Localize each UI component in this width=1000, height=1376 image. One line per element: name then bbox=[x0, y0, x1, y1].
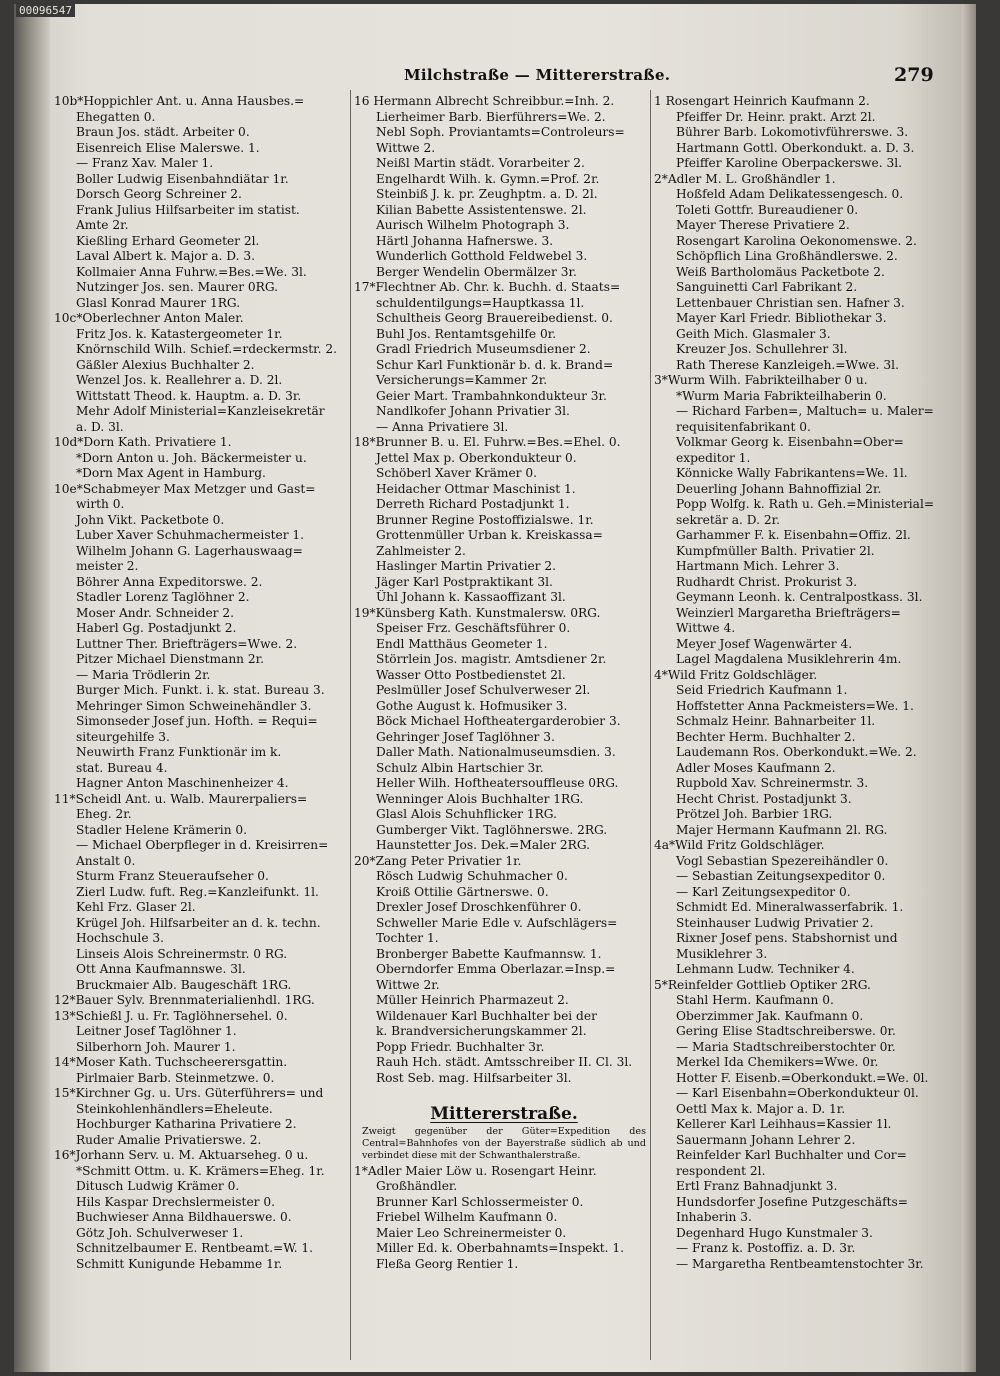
directory-line: Berger Wendelin Obermälzer 3r. bbox=[376, 264, 577, 279]
directory-line: Jettel Max p. Oberkondukteur 0. bbox=[376, 450, 577, 465]
directory-line: Wittwe 4. bbox=[676, 621, 736, 635]
directory-line: 1*Adler Maier Löw u. Rosengart Heinr. bbox=[354, 1163, 597, 1178]
directory-line: Kießling Erhard Geometer 2l. bbox=[76, 233, 260, 248]
directory-line: stat. Bureau 4. bbox=[76, 760, 168, 775]
directory-line: Gumberger Vikt. Taglöhnerswe. 2RG. bbox=[376, 822, 608, 837]
directory-line: Brunner Regine Postoffizialswe. 1r. bbox=[376, 512, 594, 527]
directory-line: — Karl Eisenbahn=Oberkondukteur 0l. bbox=[676, 1086, 919, 1100]
directory-line: Garhammer F. k. Eisenbahn=Offiz. 2l. bbox=[676, 528, 911, 542]
directory-line: Frank Julius Hilfsarbeiter im statist. bbox=[76, 202, 300, 217]
directory-line: Härtl Johanna Hafnerswe. 3. bbox=[376, 233, 554, 248]
directory-line: Laudemann Ros. Oberkondukt.=We. 2. bbox=[676, 745, 917, 759]
directory-line: Friebel Wilhelm Kaufmann 0. bbox=[376, 1210, 558, 1224]
directory-line: Daller Math. Nationalmuseumsdien. 3. bbox=[376, 745, 616, 759]
directory-line: Versicherungs=Kammer 2r. bbox=[376, 373, 548, 387]
directory-line: wirth 0. bbox=[76, 497, 125, 511]
directory-line: Schnitzelbaumer E. Rentbeamt.=W. 1. bbox=[76, 1241, 313, 1255]
directory-line: Haslinger Martin Privatier 2. bbox=[376, 559, 557, 573]
directory-line: Hochburger Katharina Privatiere 2. bbox=[76, 1117, 297, 1131]
directory-line: Weinzierl Margaretha Briefträgers= bbox=[676, 605, 901, 620]
directory-line: Böck Michael Hoftheatergarderobier 3. bbox=[376, 714, 621, 728]
directory-line: Silberhorn Joh. Maurer 1. bbox=[76, 1039, 236, 1054]
directory-line: — Maria Trödlerin 2r. bbox=[76, 667, 211, 682]
directory-line: Deuerling Johann Bahnoffizial 2r. bbox=[676, 481, 882, 496]
directory-line: Engelhardt Wilh. k. Gymn.=Prof. 2r. bbox=[376, 171, 600, 186]
directory-line: Schultheis Georg Brauereibedienst. 0. bbox=[376, 311, 613, 325]
directory-line: Ruder Amalie Privatierswe. 2. bbox=[76, 1132, 262, 1147]
directory-line: Wildenauer Karl Buchhalter bei der bbox=[376, 1008, 597, 1023]
directory-line: Zierl Ludw. fuft. Reg.=Kanzleifunkt. 1l. bbox=[76, 884, 319, 899]
directory-line: Rost Seb. mag. Hilfsarbeiter 3l. bbox=[376, 1070, 572, 1085]
directory-line: Ertl Franz Bahnadjunkt 3. bbox=[676, 1179, 838, 1193]
directory-line: Mehringer Simon Schweinehändler 3. bbox=[76, 698, 312, 713]
directory-line: Kumpfmüller Balth. Privatier 2l. bbox=[676, 543, 875, 558]
directory-line: Derreth Richard Postadjunkt 1. bbox=[376, 497, 570, 511]
directory-line: 10b*Hoppichler Ant. u. Anna Hausbes.= bbox=[54, 94, 305, 108]
directory-line: Grottenmüller Urban k. Kreiskassa= bbox=[376, 528, 603, 542]
directory-line: Bechter Herm. Buchhalter 2. bbox=[676, 729, 856, 744]
directory-line: Sanguinetti Carl Fabrikant 2. bbox=[676, 280, 858, 294]
directory-line: Stahl Herm. Kaufmann 0. bbox=[676, 993, 834, 1007]
directory-line: Amte 2r. bbox=[76, 218, 129, 232]
directory-line: Buhl Jos. Rentamtsgehilfe 0r. bbox=[376, 326, 557, 341]
directory-line: Geier Mart. Trambahnkondukteur 3r. bbox=[376, 388, 607, 403]
directory-line: 15*Kirchner Gg. u. Urs. Güterführers= und bbox=[54, 1086, 324, 1100]
directory-line: Seid Friedrich Kaufmann 1. bbox=[676, 683, 848, 697]
directory-line: Lagel Magdalena Musiklehrerin 4m. bbox=[676, 652, 902, 666]
directory-line: Fleßa Georg Rentier 1. bbox=[376, 1256, 519, 1271]
directory-line: Boller Ludwig Eisenbahndiätar 1r. bbox=[76, 171, 289, 186]
directory-line: Rösch Ludwig Schuhmacher 0. bbox=[376, 869, 568, 883]
directory-line: Oettl Max k. Major a. D. 1r. bbox=[676, 1101, 846, 1116]
directory-line: Fritz Jos. k. Katastergeometer 1r. bbox=[76, 326, 283, 341]
directory-line: Schweller Marie Edle v. Aufschlägers= bbox=[376, 915, 618, 930]
directory-line: Hecht Christ. Postadjunkt 3. bbox=[676, 791, 852, 806]
directory-line: Rosengart Karolina Oekonomenswe. 2. bbox=[676, 233, 917, 248]
directory-line: Steinkohlenhändlers=Eheleute. bbox=[76, 1101, 273, 1116]
directory-line: Luttner Ther. Briefträgers=Wwe. 2. bbox=[76, 636, 298, 651]
directory-line: Endl Matthäus Geometer 1. bbox=[376, 636, 548, 651]
directory-line: Speiser Frz. Geschäftsführer 0. bbox=[376, 621, 571, 635]
directory-line: Musiklehrer 3. bbox=[676, 946, 768, 961]
directory-line: Leitner Josef Taglöhner 1. bbox=[76, 1024, 237, 1038]
directory-line: Toleti Gottfr. Bureaudiener 0. bbox=[676, 202, 859, 217]
directory-line: Böhrer Anna Expeditorswe. 2. bbox=[76, 574, 263, 589]
directory-line: 13*Schießl J. u. Fr. Taglöhnersehel. 0. bbox=[54, 1008, 288, 1023]
directory-line: Ott Anna Kaufmannswe. 3l. bbox=[76, 962, 246, 976]
directory-line: Hartmann Gottl. Oberkondukt. a. D. 3. bbox=[676, 140, 915, 155]
directory-line: Moser Andr. Schneider 2. bbox=[76, 605, 234, 620]
directory-line: Krügel Joh. Hilfsarbeiter an d. k. techn. bbox=[76, 915, 321, 930]
directory-line: Pfeiffer Karoline Oberpackerswe. 3l. bbox=[676, 156, 902, 170]
directory-line: Geymann Leonh. k. Centralpostkass. 3l. bbox=[676, 590, 923, 604]
directory-page bbox=[14, 4, 976, 1372]
directory-line: Burger Mich. Funkt. i. k. stat. Bureau 3. bbox=[76, 683, 325, 697]
directory-line: Haberl Gg. Postadjunkt 2. bbox=[76, 621, 237, 635]
directory-line: Mayer Karl Friedr. Bibliothekar 3. bbox=[676, 311, 887, 325]
directory-line: Popp Wolfg. k. Rath u. Geh.=Ministerial= bbox=[676, 497, 935, 511]
running-header bbox=[374, 66, 934, 88]
book-spine-shadow bbox=[14, 4, 50, 1372]
section-heading: Mittererstraße. bbox=[430, 1103, 578, 1124]
directory-line: Lettenbauer Christian sen. Hafner 3. bbox=[676, 295, 905, 310]
directory-line: Lehmann Ludw. Techniker 4. bbox=[676, 962, 855, 976]
directory-line: Bruckmaier Alb. Baugeschäft 1RG. bbox=[76, 977, 292, 992]
directory-line: Luber Xaver Schuhmachermeister 1. bbox=[76, 528, 305, 542]
directory-line: Geith Mich. Glasmaler 3. bbox=[676, 326, 831, 341]
directory-line: Rixner Josef pens. Stabshornist und bbox=[676, 931, 898, 945]
directory-line: Glasl Konrad Maurer 1RG. bbox=[76, 295, 241, 310]
directory-line: Schulz Albin Hartschier 3r. bbox=[376, 760, 544, 775]
directory-line: Adler Moses Kaufmann 2. bbox=[676, 760, 836, 775]
directory-line: Schmidt Ed. Mineralwasserfabrik. 1. bbox=[676, 900, 904, 914]
directory-line: Kilian Babette Assistentenswe. 2l. bbox=[376, 202, 587, 217]
directory-line: 1 Rosengart Heinrich Kaufmann 2. bbox=[654, 94, 870, 108]
directory-line: — Anna Privatiere 3l. bbox=[376, 419, 509, 434]
directory-line: Bührer Barb. Lokomotivführerswe. 3. bbox=[676, 125, 909, 139]
directory-line: 16*Jorhann Serv. u. M. Aktuarseheg. 0 u. bbox=[54, 1148, 309, 1162]
directory-line: — Richard Farben=, Maltuch= u. Maler= bbox=[676, 404, 934, 418]
directory-line: 10d*Dorn Kath. Privatiere 1. bbox=[54, 435, 232, 449]
directory-line: 12*Bauer Sylv. Brennmaterialienhdl. 1RG. bbox=[54, 993, 315, 1007]
directory-line: Heller Wilh. Hoftheatersouffleuse 0RG. bbox=[376, 776, 619, 790]
directory-line: *Dorn Max Agent in Hamburg. bbox=[76, 466, 266, 480]
directory-line: *Wurm Maria Fabrikteilhaberin 0. bbox=[676, 388, 887, 403]
directory-line: Neißl Martin städt. Vorarbeiter 2. bbox=[376, 156, 585, 170]
directory-line: 19*Künsberg Kath. Kunstmalersw. 0RG. bbox=[354, 605, 601, 620]
directory-line: Volkmar Georg k. Eisenbahn=Ober= bbox=[676, 435, 904, 449]
directory-line: Schöberl Xaver Krämer 0. bbox=[376, 466, 538, 480]
directory-line: Aurisch Wilhelm Photograph 3. bbox=[376, 218, 570, 232]
directory-line: Dorsch Georg Schreiner 2. bbox=[76, 187, 242, 201]
directory-line: Buchwieser Anna Bildhauerswe. 0. bbox=[76, 1210, 292, 1224]
directory-line: Wenzel Jos. k. Reallehrer a. D. 2l. bbox=[76, 373, 283, 387]
address-column-3 bbox=[654, 94, 942, 1272]
directory-line: Störrlein Jos. magistr. Amtsdiener 2r. bbox=[376, 652, 607, 666]
directory-line: Wasser Otto Postbedienstet 2l. bbox=[376, 667, 566, 682]
address-column-2 bbox=[354, 94, 654, 1272]
directory-line: Laval Albert k. Major a. D. 3. bbox=[76, 249, 256, 263]
directory-line: Götz Joh. Schulverweser 1. bbox=[76, 1225, 244, 1240]
directory-line: 14*Moser Kath. Tuchscheerersgattin. bbox=[54, 1055, 288, 1069]
directory-line: Linseis Alois Schreinermstr. 0 RG. bbox=[76, 946, 288, 961]
page-edge bbox=[962, 4, 976, 1372]
directory-line: Neuwirth Franz Funktionär im k. bbox=[76, 745, 282, 759]
directory-line: Glasl Alois Schuhflicker 1RG. bbox=[376, 807, 557, 821]
directory-line: Rudhardt Christ. Prokurist 3. bbox=[676, 574, 858, 589]
directory-line: Lierheimer Barb. Bierführers=We. 2. bbox=[376, 109, 606, 124]
directory-line: Ehegatten 0. bbox=[76, 109, 156, 124]
address-column-1 bbox=[54, 94, 354, 1272]
directory-line: Müller Heinrich Pharmazeut 2. bbox=[376, 993, 569, 1007]
directory-line: Wenninger Alois Buchhalter 1RG. bbox=[376, 791, 584, 806]
directory-line: Schur Karl Funktionär b. d. k. Brand= bbox=[376, 357, 614, 372]
directory-line: — Maria Stadtschreiberstochter 0r. bbox=[676, 1039, 896, 1054]
directory-line: a. D. 3l. bbox=[76, 419, 124, 434]
directory-line: Wilhelm Johann G. Lagerhauswaag= bbox=[76, 543, 303, 558]
spacer bbox=[354, 1086, 654, 1102]
directory-line: 2*Adler M. L. Großhändler 1. bbox=[654, 171, 836, 186]
directory-line: 4*Wild Fritz Goldschläger. bbox=[654, 667, 818, 682]
directory-line: Knörnschild Wilh. Schief.=rdeckermstr. 2. bbox=[76, 342, 338, 356]
directory-line: Ühl Johann k. Kassaoffizant 3l. bbox=[376, 590, 566, 604]
directory-line: Mayer Therese Privatiere 2. bbox=[676, 218, 850, 232]
directory-line: Könnicke Wally Fabrikantens=We. 1l. bbox=[676, 466, 908, 480]
directory-line: Maier Leo Schreinermeister 0. bbox=[376, 1225, 567, 1240]
directory-line: Zahlmeister 2. bbox=[376, 543, 466, 558]
scan-id: 00096547 bbox=[16, 4, 75, 17]
directory-line: 3*Wurm Wilh. Fabrikteilhaber 0 u. bbox=[654, 373, 868, 387]
directory-line: Hils Kaspar Drechslermeister 0. bbox=[76, 1194, 275, 1209]
directory-line: Kehl Frz. Glaser 2l. bbox=[76, 900, 196, 914]
directory-line: Oberzimmer Jak. Kaufmann 0. bbox=[676, 1008, 864, 1023]
directory-line: Simonseder Josef jun. Hofth. = Requi= bbox=[76, 714, 318, 728]
directory-line: Kollmaier Anna Fuhrw.=Bes.=We. 3l. bbox=[76, 264, 307, 279]
directory-line: Großhändler. bbox=[376, 1179, 458, 1193]
directory-line: *Dorn Anton u. Joh. Bäckermeister u. bbox=[76, 450, 307, 465]
directory-line: 17*Flechtner Ab. Chr. k. Buchh. d. Staats= bbox=[354, 280, 621, 294]
directory-line: Wittwe 2. bbox=[376, 140, 436, 155]
directory-line: Degenhard Hugo Kunstmaler 3. bbox=[676, 1225, 873, 1240]
directory-line: Vogl Sebastian Spezereihändler 0. bbox=[676, 853, 889, 868]
directory-line: schuldentilgungs=Hauptkassa 1l. bbox=[376, 295, 585, 310]
directory-line: Gering Elise Stadtschreiberswe. 0r. bbox=[676, 1024, 896, 1038]
directory-line: 10e*Schabmeyer Max Metzger und Gast= bbox=[54, 481, 316, 496]
directory-line: Popp Friedr. Buchhalter 3r. bbox=[376, 1039, 545, 1054]
directory-line: 5*Reinfelder Gottlieb Optiker 2RG. bbox=[654, 977, 871, 992]
directory-line: Gradl Friedrich Museumsdiener 2. bbox=[376, 342, 591, 356]
directory-line: — Margaretha Rentbeamtenstochter 3r. bbox=[676, 1256, 924, 1271]
directory-line: Rath Therese Kanzleigeh.=Wwe. 3l. bbox=[676, 357, 899, 372]
directory-line: Mehr Adolf Ministerial=Kanzleisekretär bbox=[76, 404, 325, 418]
directory-line: respondent 2l. bbox=[676, 1163, 766, 1178]
directory-line: Hotter F. Eisenb.=Oberkondukt.=We. 0l. bbox=[676, 1070, 929, 1085]
directory-line: Anstalt 0. bbox=[76, 853, 136, 868]
directory-line: Meyer Josef Wagenwärter 4. bbox=[676, 636, 853, 651]
directory-line: sekretär a. D. 2r. bbox=[676, 512, 780, 527]
directory-line: Nebl Soph. Proviantamts=Controleurs= bbox=[376, 125, 625, 139]
directory-line: Weiß Bartholomäus Packetbote 2. bbox=[676, 264, 885, 279]
directory-line: Kellerer Karl Leihhaus=Kassier 1l. bbox=[676, 1117, 892, 1131]
directory-line: Schmitt Kunigunde Hebamme 1r. bbox=[76, 1256, 283, 1271]
directory-line: Rupbold Xav. Schreinermstr. 3. bbox=[676, 776, 869, 790]
directory-line: meister 2. bbox=[76, 559, 139, 573]
directory-line: Brunner Karl Schlossermeister 0. bbox=[376, 1194, 584, 1209]
directory-line: Eheg. 2r. bbox=[76, 807, 132, 821]
directory-line: requisitenfabrikant 0. bbox=[676, 419, 811, 434]
directory-line: Wittstatt Theod. k. Hauptm. a. D. 3r. bbox=[76, 388, 302, 403]
directory-line: Haunstetter Jos. Dek.=Maler 2RG. bbox=[376, 838, 591, 852]
directory-line: Braun Jos. städt. Arbeiter 0. bbox=[76, 125, 250, 139]
directory-line: Gothe August k. Hofmusiker 3. bbox=[376, 698, 568, 713]
directory-line: expeditor 1. bbox=[676, 450, 751, 465]
directory-line: Sauermann Johann Lehrer 2. bbox=[676, 1132, 856, 1147]
directory-line: Gäßler Alexius Buchhalter 2. bbox=[76, 357, 255, 372]
directory-line: Nandlkofer Johann Privatier 3l. bbox=[376, 404, 570, 418]
directory-line: Hagner Anton Maschinenheizer 4. bbox=[76, 776, 289, 790]
directory-line: 11*Scheidl Ant. u. Walb. Maurerpaliers= bbox=[54, 791, 308, 806]
directory-line: Steinbiß J. k. pr. Zeughptm. a. D. 2l. bbox=[376, 187, 598, 201]
directory-line: Miller Ed. k. Oberbahnamts=Inspekt. 1. bbox=[376, 1241, 625, 1255]
directory-line: John Vikt. Packetbote 0. bbox=[76, 512, 225, 527]
directory-line: 18*Brunner B. u. El. Fuhrw.=Bes.=Ehel. 0. bbox=[354, 435, 621, 449]
directory-line: Tochter 1. bbox=[376, 931, 439, 945]
directory-line: Heidacher Ottmar Maschinist 1. bbox=[376, 481, 576, 496]
directory-line: Pfeiffer Dr. Heinr. prakt. Arzt 2l. bbox=[676, 109, 876, 124]
directory-line: Wunderlich Gotthold Feldwebel 3. bbox=[376, 249, 588, 263]
directory-line: Reinfelder Karl Buchhalter und Cor= bbox=[676, 1148, 907, 1162]
directory-line: Majer Hermann Kaufmann 2l. RG. bbox=[676, 822, 888, 837]
directory-line: Merkel Ida Chemikers=Wwe. 0r. bbox=[676, 1055, 879, 1069]
directory-line: Hochschule 3. bbox=[76, 931, 165, 945]
directory-line: Hundsdorfer Josefine Putzgeschäfts= bbox=[676, 1194, 908, 1209]
directory-line: Kroiß Ottilie Gärtnerswe. 0. bbox=[376, 884, 549, 899]
directory-line: 10c*Oberlechner Anton Maler. bbox=[54, 311, 244, 325]
directory-line: Stadler Helene Krämerin 0. bbox=[76, 822, 248, 837]
section-note: Zweigt gegenüber der Güter=Expedition des Central=Bahnhofes von der Bayerstraße südlich ab und verbindet diese mit der Schwanthalerstraße. bbox=[362, 1125, 646, 1161]
directory-line: Eisenreich Elise Malerswe. 1. bbox=[76, 140, 260, 155]
directory-line: — Franz k. Postoffiz. a. D. 3r. bbox=[676, 1241, 856, 1255]
directory-line: Hartmann Mich. Lehrer 3. bbox=[676, 559, 840, 573]
directory-line: Inhaberin 3. bbox=[676, 1210, 752, 1224]
directory-line: *Schmitt Ottm. u. K. Krämers=Eheg. 1r. bbox=[76, 1163, 325, 1178]
directory-line: Pitzer Michael Dienstmann 2r. bbox=[76, 652, 265, 666]
directory-line: Nutzinger Jos. sen. Maurer 0RG. bbox=[76, 280, 279, 294]
directory-line: Prötzel Joh. Barbier 1RG. bbox=[676, 807, 833, 821]
directory-line: — Michael Oberpfleger in d. Kreisirren= bbox=[76, 838, 329, 852]
directory-line: Gehringer Josef Taglöhner 3. bbox=[376, 729, 555, 744]
directory-line: Rauh Hch. städt. Amtsschreiber II. Cl. 3l. bbox=[376, 1055, 633, 1069]
directory-line: 20*Zang Peter Privatier 1r. bbox=[354, 853, 522, 868]
directory-line: 4a*Wild Fritz Goldschläger. bbox=[654, 838, 825, 852]
directory-line: Pirlmaier Barb. Steinmetzwe. 0. bbox=[76, 1070, 275, 1085]
directory-line: — Franz Xav. Maler 1. bbox=[76, 156, 214, 170]
directory-line: Peslmüller Josef Schulverweser 2l. bbox=[376, 683, 591, 697]
directory-line: Jäger Karl Postpraktikant 3l. bbox=[376, 574, 553, 589]
directory-line: 16 Hermann Albrecht Schreibbur.=Inh. 2. bbox=[354, 94, 615, 108]
directory-line: siteurgehilfe 3. bbox=[76, 729, 170, 744]
directory-line: Wittwe 2r. bbox=[376, 977, 440, 992]
directory-line: Hoßfeld Adam Delikatessengesch. 0. bbox=[676, 187, 904, 201]
directory-line: Schöpflich Lina Großhändlerswe. 2. bbox=[676, 249, 898, 263]
directory-line: — Karl Zeitungsexpeditor 0. bbox=[676, 884, 851, 899]
directory-line: Drexler Josef Droschkenführer 0. bbox=[376, 900, 582, 914]
directory-line: Bronberger Babette Kaufmannsw. 1. bbox=[376, 946, 602, 961]
directory-line: Schmalz Heinr. Bahnarbeiter 1l. bbox=[676, 714, 876, 728]
directory-line: Sturm Franz Steueraufseher 0. bbox=[76, 869, 269, 883]
header-street-range: Milchstraße — Mittererstraße. bbox=[404, 66, 671, 84]
directory-line: Steinhauser Ludwig Privatier 2. bbox=[676, 915, 874, 930]
directory-line: Oberndorfer Emma Oberlazar.=Insp.= bbox=[376, 962, 616, 976]
directory-line: Hoffstetter Anna Packmeisters=We. 1. bbox=[676, 698, 914, 713]
directory-line: Kreuzer Jos. Schullehrer 3l. bbox=[676, 342, 848, 356]
directory-line: Stadler Lorenz Taglöhner 2. bbox=[76, 590, 250, 604]
directory-line: k. Brandversicherungskammer 2l. bbox=[376, 1024, 587, 1038]
page-number: 279 bbox=[894, 64, 934, 86]
directory-line: Ditusch Ludwig Krämer 0. bbox=[76, 1179, 240, 1193]
directory-line: — Sebastian Zeitungsexpeditor 0. bbox=[676, 869, 886, 883]
